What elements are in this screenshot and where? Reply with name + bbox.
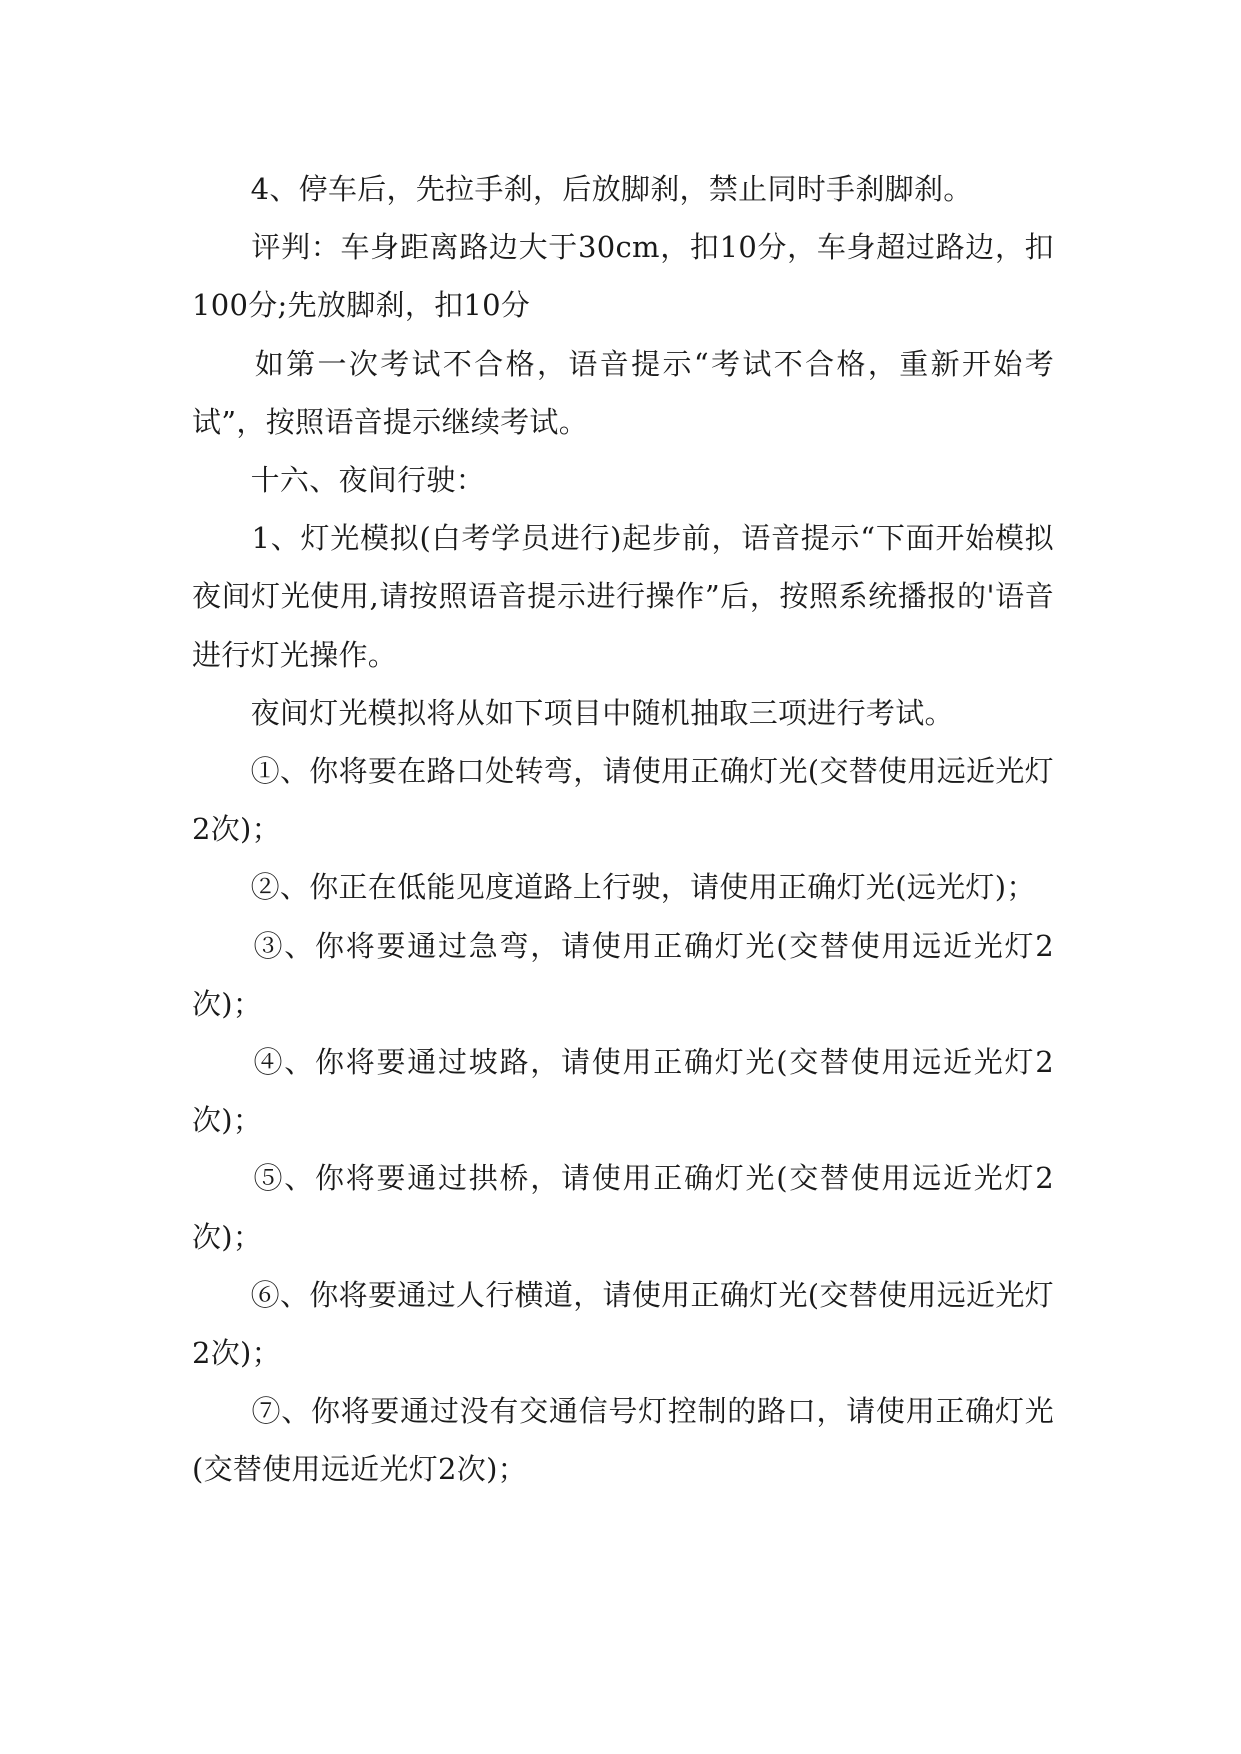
list-item-7: ⑦、你将要通过没有交通信号灯控制的路口，请使用正确灯光(交替使用远近光灯2次)； bbox=[192, 1394, 1054, 1487]
paragraph-parking-rule: 4、停车后，先拉手刹，后放脚刹，禁止同时手刹脚刹。 bbox=[192, 172, 973, 206]
list-item-5: ⑤、你将要通过拱桥，请使用正确灯光(交替使用远近光灯2次)； bbox=[192, 1161, 1054, 1254]
list-item-6: ⑥、你将要通过人行横道，请使用正确灯光(交替使用远近光灯2次)； bbox=[192, 1277, 1054, 1371]
paragraph-random-items: 夜间灯光模拟将从如下项目中随机抽取三项进行考试。 bbox=[192, 695, 954, 730]
list-item-1: ①、你将要在路口处转弯，请使用正确灯光(交替使用远近光灯2次)； bbox=[192, 754, 1054, 847]
document-page bbox=[192, 160, 1054, 1499]
paragraph-scoring: 评判：车身距离路边大于30cm，扣10分，车身超过路边，扣100分;先放脚刹，扣10分 bbox=[192, 230, 1054, 323]
paragraph-retake: 如第一次考试不合格，语音提示“考试不合格，重新开始考试”，按照语音提示继续考试。 bbox=[192, 346, 1054, 439]
paragraph-light-simulation: 1、灯光模拟(白考学员进行)起步前，语音提示“下面开始模拟夜间灯光使用,请按照语音提示进行操作”后，按照系统播报的'语音进行灯光操作。 bbox=[192, 521, 1054, 672]
section-heading-night-driving: 十六、夜间行驶： bbox=[192, 463, 486, 498]
list-item-4: ④、你将要通过坡路，请使用正确灯光(交替使用远近光灯2次)； bbox=[192, 1045, 1054, 1138]
list-item-3: ③、你将要通过急弯，请使用正确灯光(交替使用远近光灯2次)； bbox=[192, 928, 1054, 1021]
list-item-2: ②、你正在低能见度道路上行驶，请使用正确灯光(远光灯)； bbox=[192, 870, 1036, 905]
